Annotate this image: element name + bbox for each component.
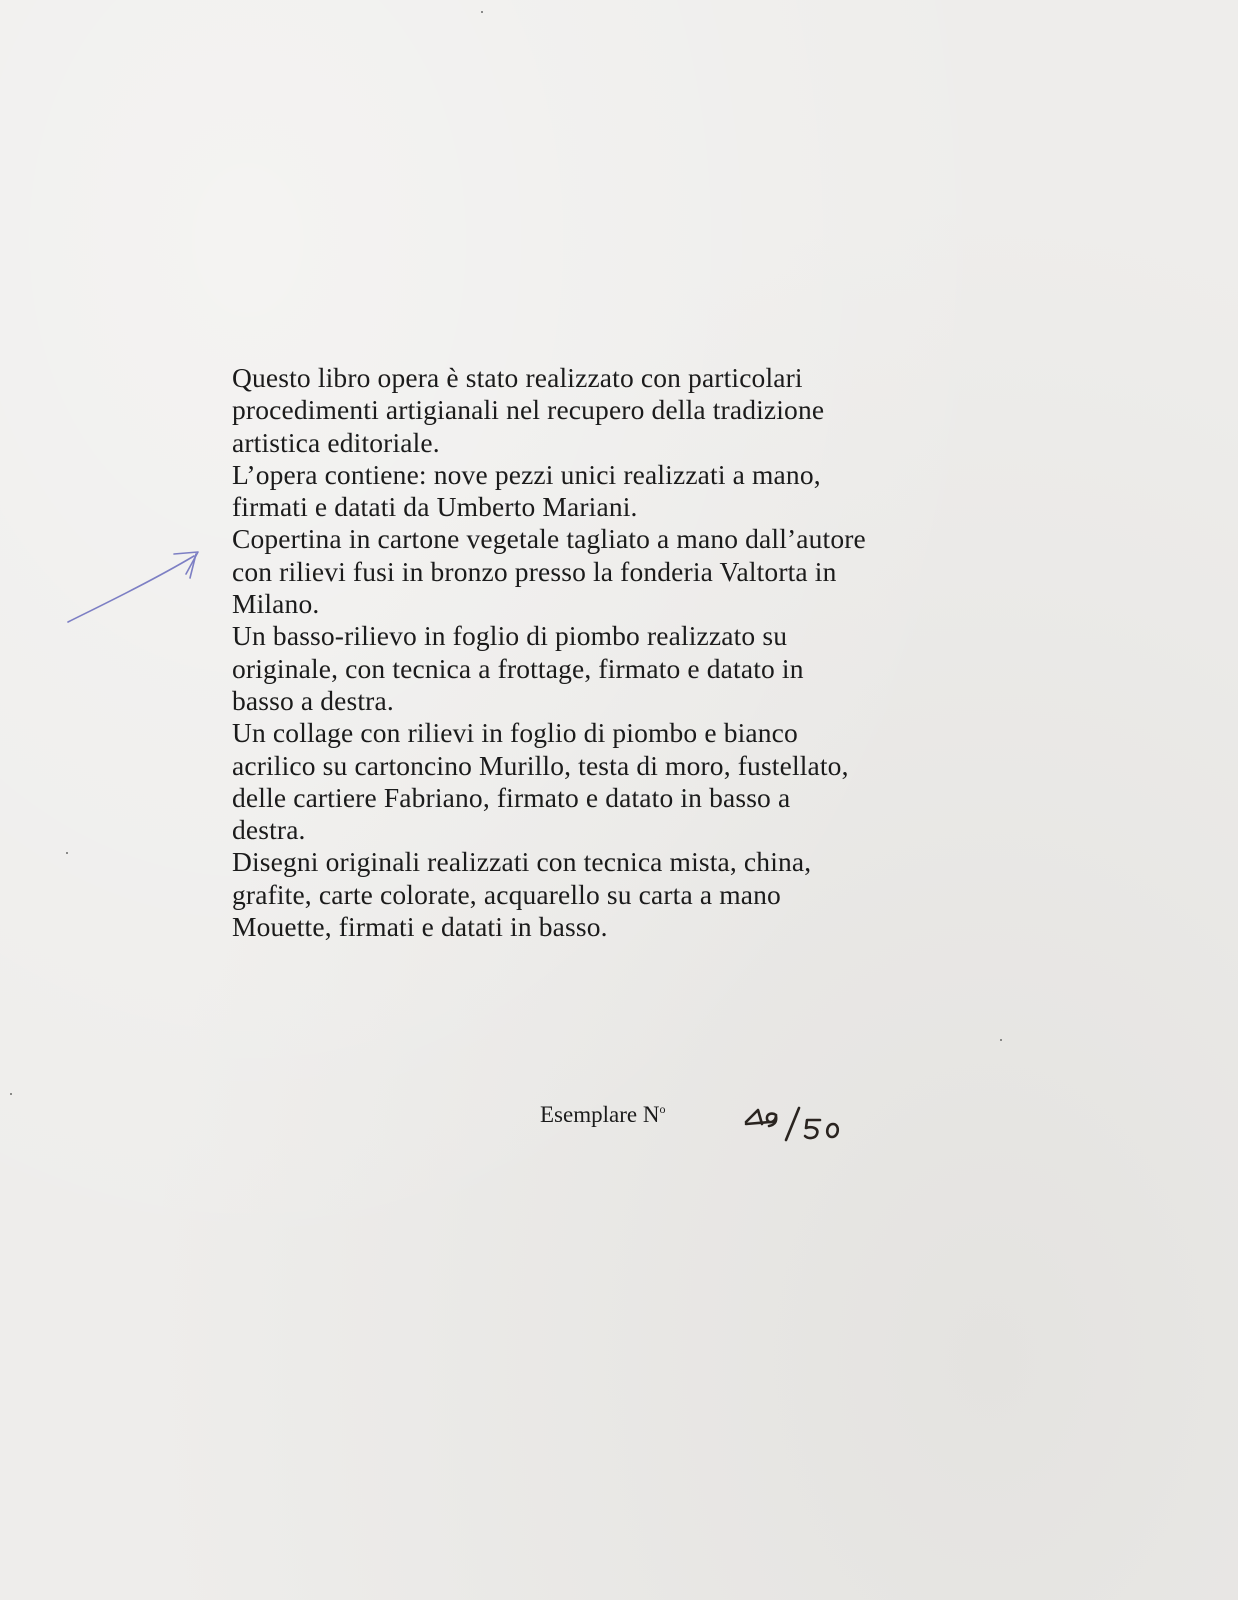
colophon-text (232, 362, 1022, 943)
paper-speck (1000, 1039, 1002, 1041)
text-line: Copertina in cartone vegetale tagliato a mano dall’autore (232, 523, 866, 555)
text-line: basso a destra. (232, 684, 394, 716)
text-line: con rilievi fusi in bronzo presso la fonderia Valtorta in (232, 555, 837, 587)
text-line: grafite, carte colorate, acquarello su carta a mano (232, 878, 781, 910)
text-line: delle cartiere Fabriano, firmato e datato in basso a (232, 781, 791, 813)
text-line: acrilico su cartoncino Murillo, testa di moro, fustellato, (232, 749, 849, 781)
paper-speck (481, 11, 483, 13)
text-line: Un collage con rilievi in foglio di piombo e bianco (232, 717, 798, 749)
text-line: artistica editoriale. (232, 426, 440, 458)
text-line: Milano. (232, 588, 320, 620)
paper-speck (10, 1093, 12, 1095)
text-line: Questo libro opera è stato realizzato con particolari (232, 362, 803, 393)
edition-label (540, 1102, 665, 1128)
text-line: Mouette, firmati e datati in basso. (232, 911, 608, 943)
text-line: originale, con tecnica a frottage, firmato e datato in (232, 652, 804, 684)
edition-label-text: Esemplare N (540, 1102, 660, 1127)
edition-label-superscript: o (659, 1102, 666, 1116)
text-line: firmati e datati da Umberto Mariani. (232, 491, 638, 523)
text-line: destra. (232, 814, 306, 846)
pencil-arrow-icon (60, 548, 210, 632)
text-line: L’opera contiene: nove pezzi unici realizzati a mano, (232, 458, 821, 490)
text-line: procedimenti artigianali nel recupero della tradizione (232, 394, 825, 426)
text-line: Un basso-rilievo in foglio di piombo realizzato su (232, 620, 788, 652)
text-line: Disegni originali realizzati con tecnica mista, china, (232, 846, 812, 878)
handwritten-edition-number (742, 1104, 852, 1150)
paper-speck (66, 852, 68, 854)
